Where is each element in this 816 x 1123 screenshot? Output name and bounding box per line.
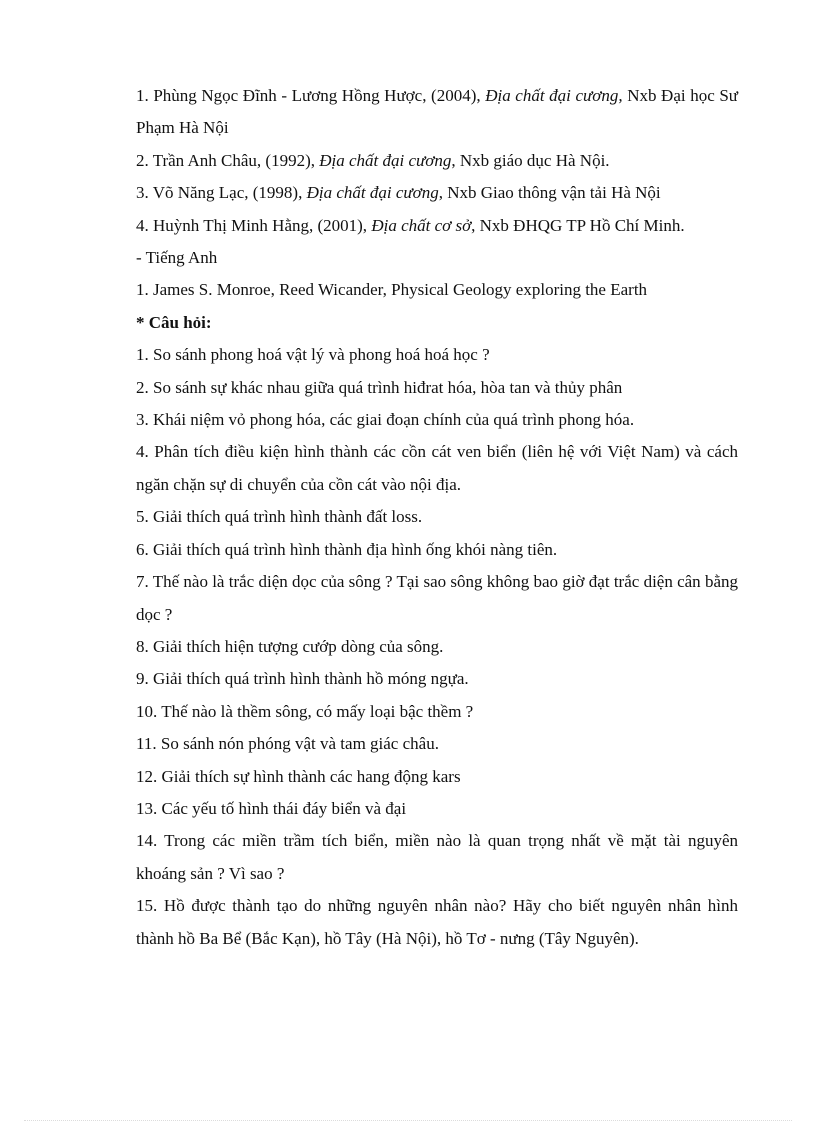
reference-title: Địa chất đại cương, bbox=[485, 86, 623, 105]
reference-item: 2. Trần Anh Châu, (1992), Địa chất đại cương, Nxb giáo dục Hà Nội. bbox=[136, 150, 610, 170]
question-item: 15. Hồ được thành tạo do những nguyên nhân nào? Hãy cho biết nguyên nhân hình thành hồ Ba Bể (Bắc Kạn), hồ Tây (Hà Nội), hồ Tơ - nưng (Tây Nguyên). bbox=[136, 896, 738, 948]
question-item: 14. Trong các miền trầm tích biển, miền nào là quan trọng nhất về mặt tài nguyên khoáng sản ? Vì sao ? bbox=[136, 831, 738, 883]
document-page bbox=[136, 80, 738, 955]
question-item: 12. Giải thích sự hình thành các hang động kars bbox=[136, 766, 461, 786]
question-item: 3. Khái niệm vỏ phong hóa, các giai đoạn chính của quá trình phong hóa. bbox=[136, 410, 635, 430]
reference-item-en: 1. James S. Monroe, Reed Wicander, Physical Geology exploring the Earth bbox=[136, 280, 648, 300]
reference-title: Địa chất cơ sở bbox=[371, 215, 472, 235]
question-item: 6. Giải thích quá trình hình thành địa hình ống khói nàng tiên. bbox=[136, 539, 558, 559]
page-bottom-divider bbox=[24, 1120, 792, 1121]
english-heading: - Tiếng Anh bbox=[136, 248, 218, 268]
questions-heading: * Câu hỏi: bbox=[136, 312, 212, 332]
question-item: 4. Phân tích điều kiện hình thành các cồn cát ven biển (liên hệ với Việt Nam) và cách ngăn chặn sự di chuyển của cồn cát vào nội địa. bbox=[136, 442, 738, 494]
question-item: 5. Giải thích quá trình hình thành đất loss. bbox=[136, 507, 423, 527]
reference-item: 3. Võ Năng Lạc, (1998), Địa chất đại cương, Nxb Giao thông vận tải Hà Nội bbox=[136, 183, 661, 203]
question-item: 10. Thế nào là thềm sông, có mấy loại bậc thềm ? bbox=[136, 701, 474, 721]
question-item: 7. Thế nào là trắc diện dọc của sông ? Tại sao sông không bao giờ đạt trắc diện cân bằng dọc ? bbox=[136, 572, 738, 624]
reference-title: Địa chất đại cương bbox=[306, 183, 439, 203]
question-item: 2. So sánh sự khác nhau giữa quá trình hiđrat hóa, hòa tan và thủy phân bbox=[136, 377, 623, 397]
reference-item: 1. Phùng Ngọc Đĩnh - Lương Hồng Hược, (2004), Địa chất đại cương, Nxb Đại học Sư Phạm Hà Nội bbox=[136, 86, 738, 138]
question-item: 13. Các yếu tố hình thái đáy biển và đại bbox=[136, 798, 407, 818]
question-item: 8. Giải thích hiện tượng cướp dòng của sông. bbox=[136, 636, 444, 656]
reference-title: Địa chất đại cương bbox=[319, 150, 452, 170]
reference-item: 4. Huỳnh Thị Minh Hằng, (2001), Địa chất cơ sở, Nxb ĐHQG TP Hồ Chí Minh. bbox=[136, 215, 685, 235]
question-item: 11. So sánh nón phóng vật và tam giác châu. bbox=[136, 734, 439, 754]
question-item: 9. Giải thích quá trình hình thành hồ móng ngựa. bbox=[136, 669, 469, 689]
question-item: 1. So sánh phong hoá vật lý và phong hoá hoá học ? bbox=[136, 345, 490, 365]
